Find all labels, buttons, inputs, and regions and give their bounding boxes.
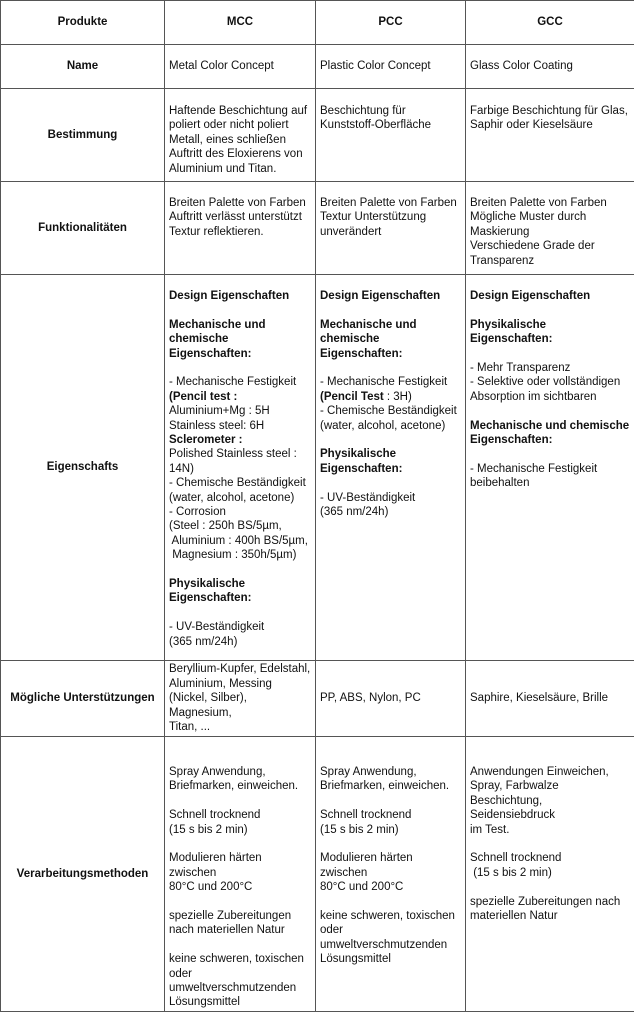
text-line: Farbige Beschichtung für Glas,	[470, 104, 630, 118]
spacer	[169, 895, 311, 909]
section-heading: Eigenschaften:	[320, 347, 461, 361]
text-line: Schnell trocknend	[320, 808, 461, 822]
text-line: Absorption im sichtbaren	[470, 390, 630, 404]
section-heading: chemische	[169, 332, 311, 346]
cell-unterstuetzungen-pcc: PP, ABS, Nylon, PC	[316, 661, 466, 737]
cell-name-mcc: Metal Color Concept	[165, 45, 316, 89]
text-line: Auftritt des Eloxierens von	[169, 147, 311, 161]
spacer	[169, 361, 311, 375]
spacer	[470, 447, 630, 461]
spacer	[320, 361, 461, 375]
spacer	[169, 938, 311, 952]
cell-unterstuetzungen-mcc	[165, 661, 316, 737]
text-line: 80°C und 200°C	[320, 880, 461, 894]
text-line: 14N)	[169, 462, 311, 476]
header-pcc: PCC	[316, 1, 466, 45]
row-unterstuetzungen	[1, 661, 634, 737]
text-line: Spray, Farbwalze	[470, 779, 630, 793]
text-line: (365 nm/24h)	[320, 505, 461, 519]
pencil-test-value: : 3H)	[384, 391, 412, 403]
text-line: (water, alcohol, acetone)	[169, 491, 311, 505]
row-label-name: Name	[1, 45, 165, 89]
text-line: nach materiellen Natur	[169, 923, 311, 937]
cell-unterstuetzungen-gcc: Saphire, Kieselsäure, Brille	[466, 661, 634, 737]
spacer	[470, 837, 630, 851]
spacer	[169, 563, 311, 577]
text-line: Stainless steel: 6H	[169, 419, 311, 433]
text-line: (15 s bis 2 min)	[169, 823, 311, 837]
text-line: Schnell trocknend	[470, 851, 630, 865]
spacer	[169, 303, 311, 317]
cell-funktionalitaeten-mcc	[165, 182, 316, 275]
text-line: - Chemische Beständigkeit	[320, 404, 461, 418]
text-line: (Steel : 250h BS/5µm,	[169, 519, 311, 533]
text-line: - Selektive oder vollständigen	[470, 375, 630, 389]
section-heading: Physikalische Eigenschaften:	[470, 318, 630, 347]
section-heading: Eigenschaften:	[320, 462, 461, 476]
section-heading: Mechanische und chemische	[470, 419, 630, 433]
text-line: Briefmarken, einweichen.	[169, 779, 311, 793]
text-line: umweltverschmutzenden	[169, 981, 311, 995]
text-line: zwischen	[320, 866, 461, 880]
spacer	[169, 837, 311, 851]
spacer	[470, 404, 630, 418]
row-name	[1, 45, 634, 89]
text-line: Transparenz	[470, 254, 630, 268]
spacer	[169, 606, 311, 620]
text-line: Textur reflektieren.	[169, 225, 311, 239]
text-line: oder	[169, 967, 311, 981]
cell-eigenschafts-mcc	[165, 275, 316, 661]
text-line: Breiten Palette von Farben	[470, 196, 630, 210]
text-line: spezielle Zubereitungen	[169, 909, 311, 923]
section-heading: Eigenschaften:	[169, 347, 311, 361]
row-label-unterstuetzungen: Mögliche Unterstützungen	[1, 661, 165, 737]
text-line: Anwendungen Einweichen,	[470, 765, 630, 779]
text-line: - UV-Beständigkeit	[320, 491, 461, 505]
pencil-test-label: (Pencil Test	[320, 391, 384, 403]
text-line: Beschichtung, Seidensiebdruck	[470, 794, 630, 823]
row-funktionalitaeten	[1, 182, 634, 275]
header-produkte: Produkte	[1, 1, 165, 45]
spacer	[169, 794, 311, 808]
text-line: Metall, eines schließen	[169, 133, 311, 147]
text-line: - UV-Beständigkeit	[169, 620, 311, 634]
section-heading: Design Eigenschaften	[470, 289, 630, 303]
pencil-test-line	[320, 390, 461, 404]
section-heading: Mechanische und	[320, 318, 461, 332]
text-line: (15 s bis 2 min)	[320, 823, 461, 837]
spacer	[320, 895, 461, 909]
text-line: Beryllium-Kupfer, Edelstahl,	[169, 662, 311, 676]
text-line: poliert oder nicht poliert	[169, 118, 311, 132]
cell-bestimmung-mcc	[165, 89, 316, 182]
header-gcc: GCC	[466, 1, 634, 45]
cell-verarbeitung-mcc	[165, 737, 316, 1012]
text-line: beibehalten	[470, 476, 630, 490]
text-line: Titan, ...	[169, 720, 311, 734]
section-heading: Eigenschaften:	[470, 433, 630, 447]
text-line: Beschichtung für	[320, 104, 461, 118]
spacer	[320, 476, 461, 490]
text-line: materiellen Natur	[470, 909, 630, 923]
text-line: Kunststoff-Oberfläche	[320, 118, 461, 132]
text-line: unverändert	[320, 225, 461, 239]
text-line: Briefmarken, einweichen.	[320, 779, 461, 793]
text-line: 80°C und 200°C	[169, 880, 311, 894]
text-line: Breiten Palette von Farben	[169, 196, 311, 210]
text-line: Auftritt verlässt unterstützt	[169, 210, 311, 224]
row-verarbeitung	[1, 737, 634, 1012]
text-line: - Corrosion	[169, 505, 311, 519]
text-line: - Mechanische Festigkeit	[320, 375, 461, 389]
text-line: Polished Stainless steel :	[169, 447, 311, 461]
spacer	[470, 347, 630, 361]
text-line: (Nickel, Silber), Magnesium,	[169, 691, 311, 720]
text-line: Aluminium, Messing	[169, 677, 311, 691]
text-line: Maskierung	[470, 225, 630, 239]
section-heading: Design Eigenschaften	[320, 289, 461, 303]
section-heading: Mechanische und	[169, 318, 311, 332]
section-heading: Physikalische	[169, 577, 311, 591]
cell-verarbeitung-pcc	[316, 737, 466, 1012]
spacer	[320, 794, 461, 808]
text-line: Spray Anwendung,	[169, 765, 311, 779]
text-line: im Test.	[470, 823, 630, 837]
text-line: (water, alcohol, acetone)	[320, 419, 461, 433]
text-line: - Mechanische Festigkeit	[470, 462, 630, 476]
text-line: Schnell trocknend	[169, 808, 311, 822]
text-line: Breiten Palette von Farben	[320, 196, 461, 210]
text-line: Modulieren härten	[320, 851, 461, 865]
cell-funktionalitaeten-pcc	[316, 182, 466, 275]
text-line: Saphir oder Kieselsäure	[470, 118, 630, 132]
text-line: Haftende Beschichtung auf	[169, 104, 311, 118]
row-label-eigenschafts: Eigenschafts	[1, 275, 165, 661]
text-line: Sclerometer :	[169, 433, 311, 447]
text-line: Aluminium : 400h BS/5µm,	[169, 534, 311, 548]
section-heading: Design Eigenschaften	[169, 289, 311, 303]
text-line: Lösungsmittel	[320, 952, 461, 966]
text-line: (365 nm/24h)	[169, 635, 311, 649]
text-line: Aluminium+Mg : 5H	[169, 404, 311, 418]
text-line: (Pencil test :	[169, 390, 311, 404]
text-line: - Mehr Transparenz	[470, 361, 630, 375]
cell-name-gcc: Glass Color Coating	[466, 45, 634, 89]
section-heading: Eigenschaften:	[169, 591, 311, 605]
cell-eigenschafts-gcc	[466, 275, 634, 661]
text-line: Mögliche Muster durch	[470, 210, 630, 224]
spacer	[470, 880, 630, 894]
spacer	[470, 303, 630, 317]
text-line: Modulieren härten zwischen	[169, 851, 311, 880]
text-line: Textur Unterstützung	[320, 210, 461, 224]
cell-name-pcc: Plastic Color Concept	[316, 45, 466, 89]
text-line: keine schweren, toxischen	[169, 952, 311, 966]
spacer	[320, 433, 461, 447]
row-label-verarbeitung: Verarbeitungsmethoden	[1, 737, 165, 1012]
cell-funktionalitaeten-gcc	[466, 182, 634, 275]
cell-bestimmung-gcc	[466, 89, 634, 182]
cell-verarbeitung-gcc	[466, 737, 634, 1012]
text-line: umweltverschmutzenden	[320, 938, 461, 952]
spacer	[320, 303, 461, 317]
text-line: - Chemische Beständigkeit	[169, 476, 311, 490]
text-line: Lösungsmittel	[169, 995, 311, 1009]
row-label-funktionalitaeten: Funktionalitäten	[1, 182, 165, 275]
row-eigenschafts	[1, 275, 634, 661]
section-heading: Physikalische	[320, 447, 461, 461]
text-line: Spray Anwendung,	[320, 765, 461, 779]
cell-bestimmung-pcc	[316, 89, 466, 182]
text-line: Aluminium und Titan.	[169, 162, 311, 176]
text-line: keine schweren, toxischen	[320, 909, 461, 923]
header-row	[1, 1, 634, 45]
row-label-bestimmung: Bestimmung	[1, 89, 165, 182]
section-heading: chemische	[320, 332, 461, 346]
text-line: Magnesium : 350h/5µm)	[169, 548, 311, 562]
text-line: spezielle Zubereitungen nach	[470, 895, 630, 909]
text-line: oder	[320, 923, 461, 937]
text-line: (15 s bis 2 min)	[470, 866, 630, 880]
text-line: - Mechanische Festigkeit	[169, 375, 311, 389]
spacer	[320, 837, 461, 851]
text-line: Verschiedene Grade der	[470, 239, 630, 253]
header-mcc: MCC	[165, 1, 316, 45]
cell-eigenschafts-pcc	[316, 275, 466, 661]
row-bestimmung	[1, 89, 634, 182]
